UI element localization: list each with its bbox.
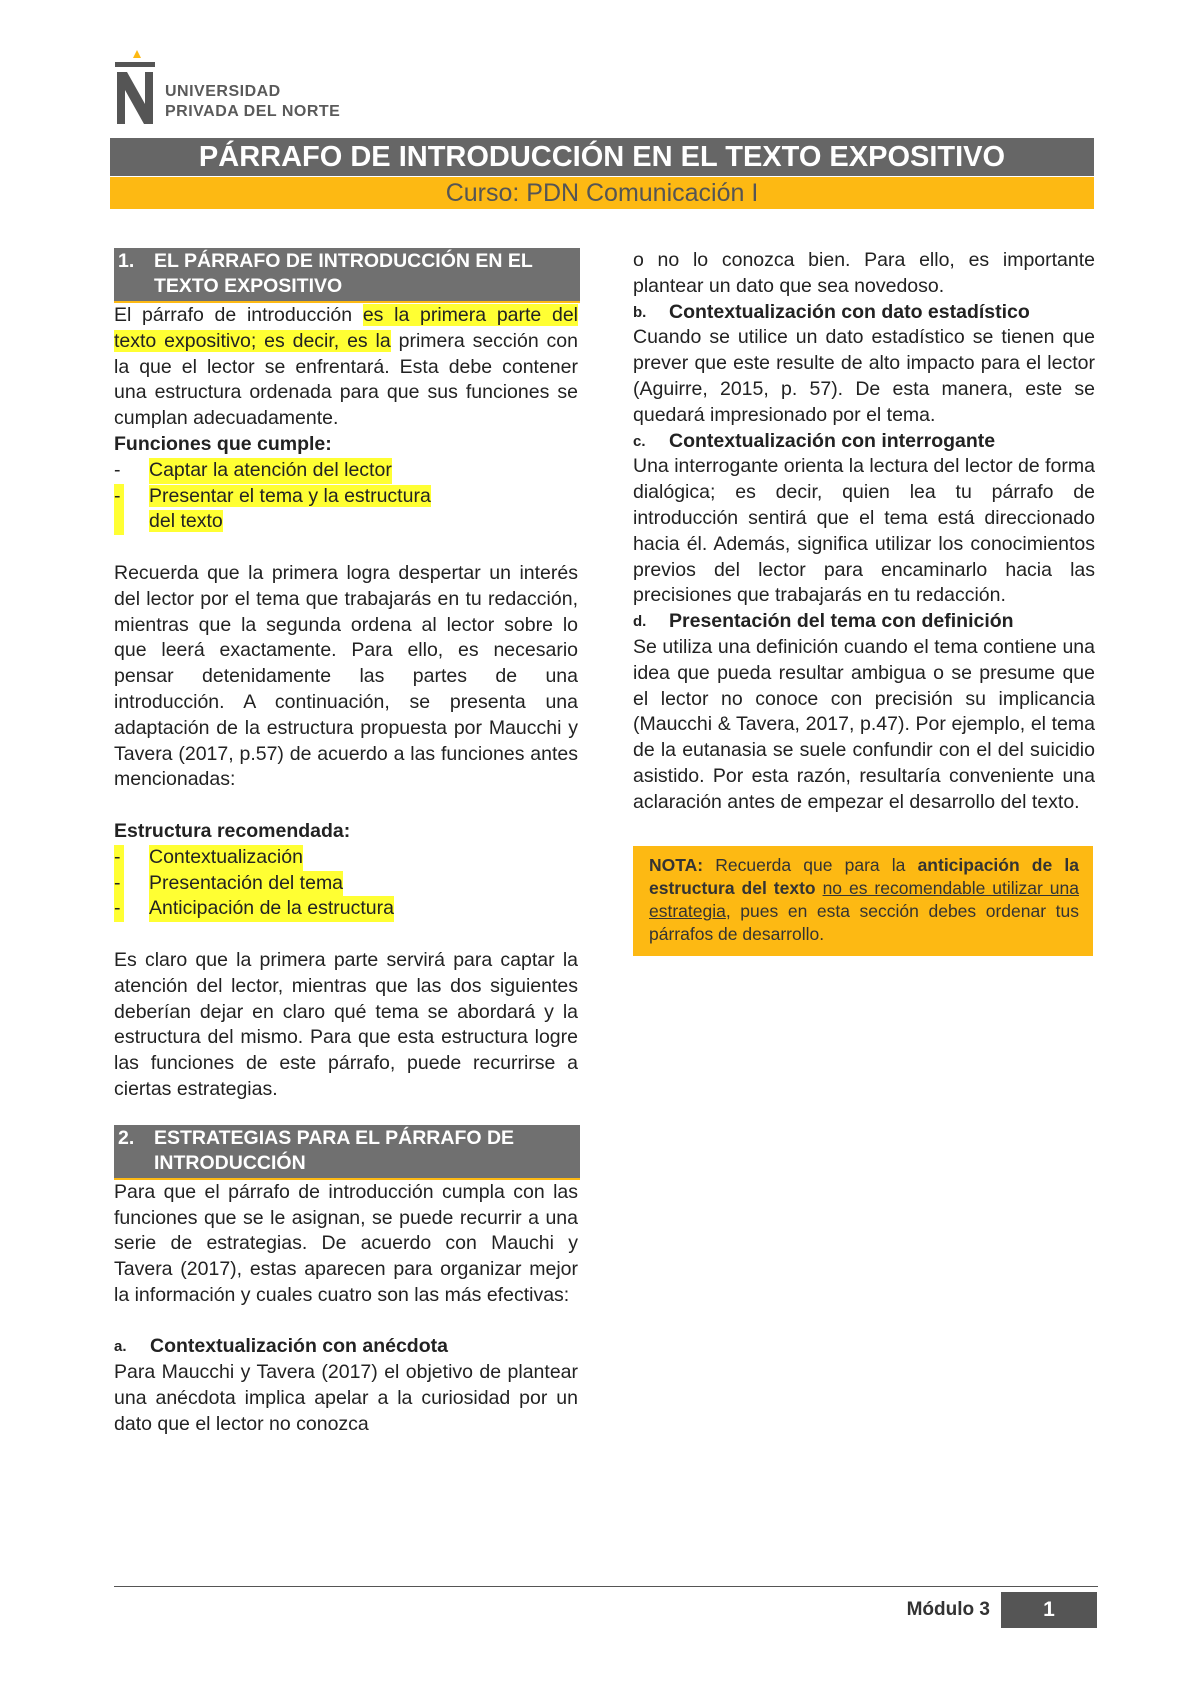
strategy-a-heading <box>114 1334 578 1360</box>
strategy-d-text: Se utiliza una definición cuando el tema contiene una idea que pueda resultar ambigua o se presume que el lector no conoce con precisión su implicancia (Maucchi & Tavera, 2017, p.47). Por ejemplo, el tema de la eutanasia se suele confundir con el del suicidio asistido. Por esta razón, resultaría conveniente una aclaración antes de empezar el desarrollo del texto. <box>633 635 1095 813</box>
function-item-2: Presentar el tema y la estructura del texto <box>149 484 431 533</box>
note-box <box>633 846 1093 956</box>
note-label: NOTA: <box>649 854 704 875</box>
note-bold-text: anticipación de la estructura del texto <box>649 854 1079 898</box>
strategy-b-title: Contextualización con dato estadístico <box>669 300 1030 323</box>
footer-module: Módulo 3 <box>906 1599 990 1620</box>
university-logo <box>113 50 413 130</box>
functions-title: Funciones que cumple: <box>114 432 332 455</box>
footer-divider <box>114 1586 1098 1587</box>
n-logo-icon <box>113 50 161 128</box>
course-subtitle: Curso: PDN Comunicación I <box>110 177 1094 209</box>
page-title: PÁRRAFO DE INTRODUCCIÓN EN EL TEXTO EXPOSITIVO <box>110 138 1094 176</box>
section-1-number: 1. <box>118 250 135 272</box>
note-text: Recuerda que para la <box>703 854 918 875</box>
highlighted-text: es la primera parte del texto expositivo; es decir, es la <box>114 304 578 352</box>
paragraph-text: El párrafo de introducción <box>114 304 363 326</box>
university-name-line2: PRIVADA DEL NORTE <box>165 103 341 120</box>
section-2-heading <box>114 1125 580 1180</box>
structure-item-1: Contextualización <box>149 845 303 871</box>
strategy-d-heading <box>633 609 1095 635</box>
section-1-heading <box>114 248 580 303</box>
structure-title: Estructura recomendada: <box>114 819 351 842</box>
left-column <box>114 248 578 1438</box>
structure-item-2: Presentación del tema <box>149 871 343 897</box>
strategy-c-letter: c. <box>633 432 646 450</box>
page-number: 1 <box>1001 1592 1097 1628</box>
strategy-c-heading <box>633 429 1095 455</box>
university-name-line1: UNIVERSIDAD <box>165 83 281 100</box>
function-item-1: Captar la atención del lector <box>149 458 392 484</box>
section-2-paragraph-1: Para que el párrafo de introducción cumpla con las funciones que se le asignan, se puede recurrir a una serie de estrategias. De acuerdo con Mauchi y Tavera (2017), estas aparecen para organizar mejor la información y cuales cuatro son las más efectivas: <box>114 1180 578 1306</box>
strategy-a-text: Para Maucchi y Tavera (2017) el objetivo de plantear una anécdota implica apelar a la curiosidad por un dato que el lector no conozca <box>114 1361 578 1435</box>
note-underlined-text: no es recomendable utilizar una estrategia <box>649 877 1079 921</box>
section-1-paragraph-2: Recuerda que la primera logra despertar un interés del lector por el tema que trabajarás en tu redacción, mientras que la segunda ordena al lector sobre lo que leerá exactamente. Para ello, es necesario pensar detenidamente las partes de una introducción. A continuación, se presenta una adaptación de la estructura propuesta por Maucchi y Tavera (2017, p.57) de acuerdo a las funciones antes mencionadas: <box>114 561 578 791</box>
strategy-c-title: Contextualización con interrogante <box>669 429 996 452</box>
section-2-title: ESTRATEGIAS PARA EL PÁRRAFO DE INTRODUCCIÓN <box>154 1126 515 1174</box>
section-1-paragraph-3: Es claro que la primera parte servirá para captar la atención del lector, mientras que las dos siguientes deberían dejar en claro qué tema se abordará y la estructura del mismo. Para que esta estructura logre las funciones de este párrafo, puede recurrirse a ciertas estrategias. <box>114 948 578 1100</box>
section-1-paragraph-1 <box>114 303 578 432</box>
strategy-d-title: Presentación del tema con definición <box>669 610 1014 633</box>
strategy-b-text: Cuando se utilice un dato estadístico se tienen que prever que este resulte de alto impacto para el lector (Aguirre, 2015, p. 57). De esta manera, este se quedará impresionado por el tema. <box>633 326 1095 426</box>
list-item: - Presentación del tema <box>114 871 578 897</box>
strategy-a-title: Contextualización con anécdota <box>150 1335 448 1358</box>
strategy-b-letter: b. <box>633 303 647 321</box>
right-column <box>633 248 1095 956</box>
section-2-number: 2. <box>118 1126 135 1149</box>
list-item: - Anticipación de la estructura <box>114 896 578 922</box>
strategy-c-text: Una interrogante orienta la lectura del lector de forma dialógica; es decir, quien lea tu párrafo de introducción sentirá que el tema está direccionado hacia él. Además, significa utilizar los conocimientos previos del lector para encaminarlo hacia las precisiones que trabajarás en tu redacción. <box>633 455 1095 607</box>
paragraph-text: primera sección con la que el lector se enfrentará. Esta debe contener una estructura ordenada para que sus funciones se cumplan adecuadamente. <box>114 329 578 430</box>
list-item: - Contextualización <box>114 845 578 871</box>
strategy-d-letter: d. <box>633 613 647 631</box>
university-name <box>165 82 340 122</box>
list-item: - Presentar el tema y la estructura del texto <box>114 484 578 536</box>
structure-item-3: Anticipación de la estructura <box>149 896 394 922</box>
list-item: - Captar la atención del lector <box>114 458 578 484</box>
strategy-a-letter: a. <box>114 1338 127 1356</box>
strategy-a-text-continued: o no lo conozca bien. Para ello, es importante plantear un dato que sea novedoso. <box>633 249 1095 297</box>
note-text: , pues en esta sección debes ordenar tus párrafos de desarrollo. <box>649 900 1079 944</box>
strategy-b-heading <box>633 300 1095 326</box>
section-1-title: EL PÁRRAFO DE INTRODUCCIÓN EN EL TEXTO EXPOSITIVO <box>154 250 533 297</box>
